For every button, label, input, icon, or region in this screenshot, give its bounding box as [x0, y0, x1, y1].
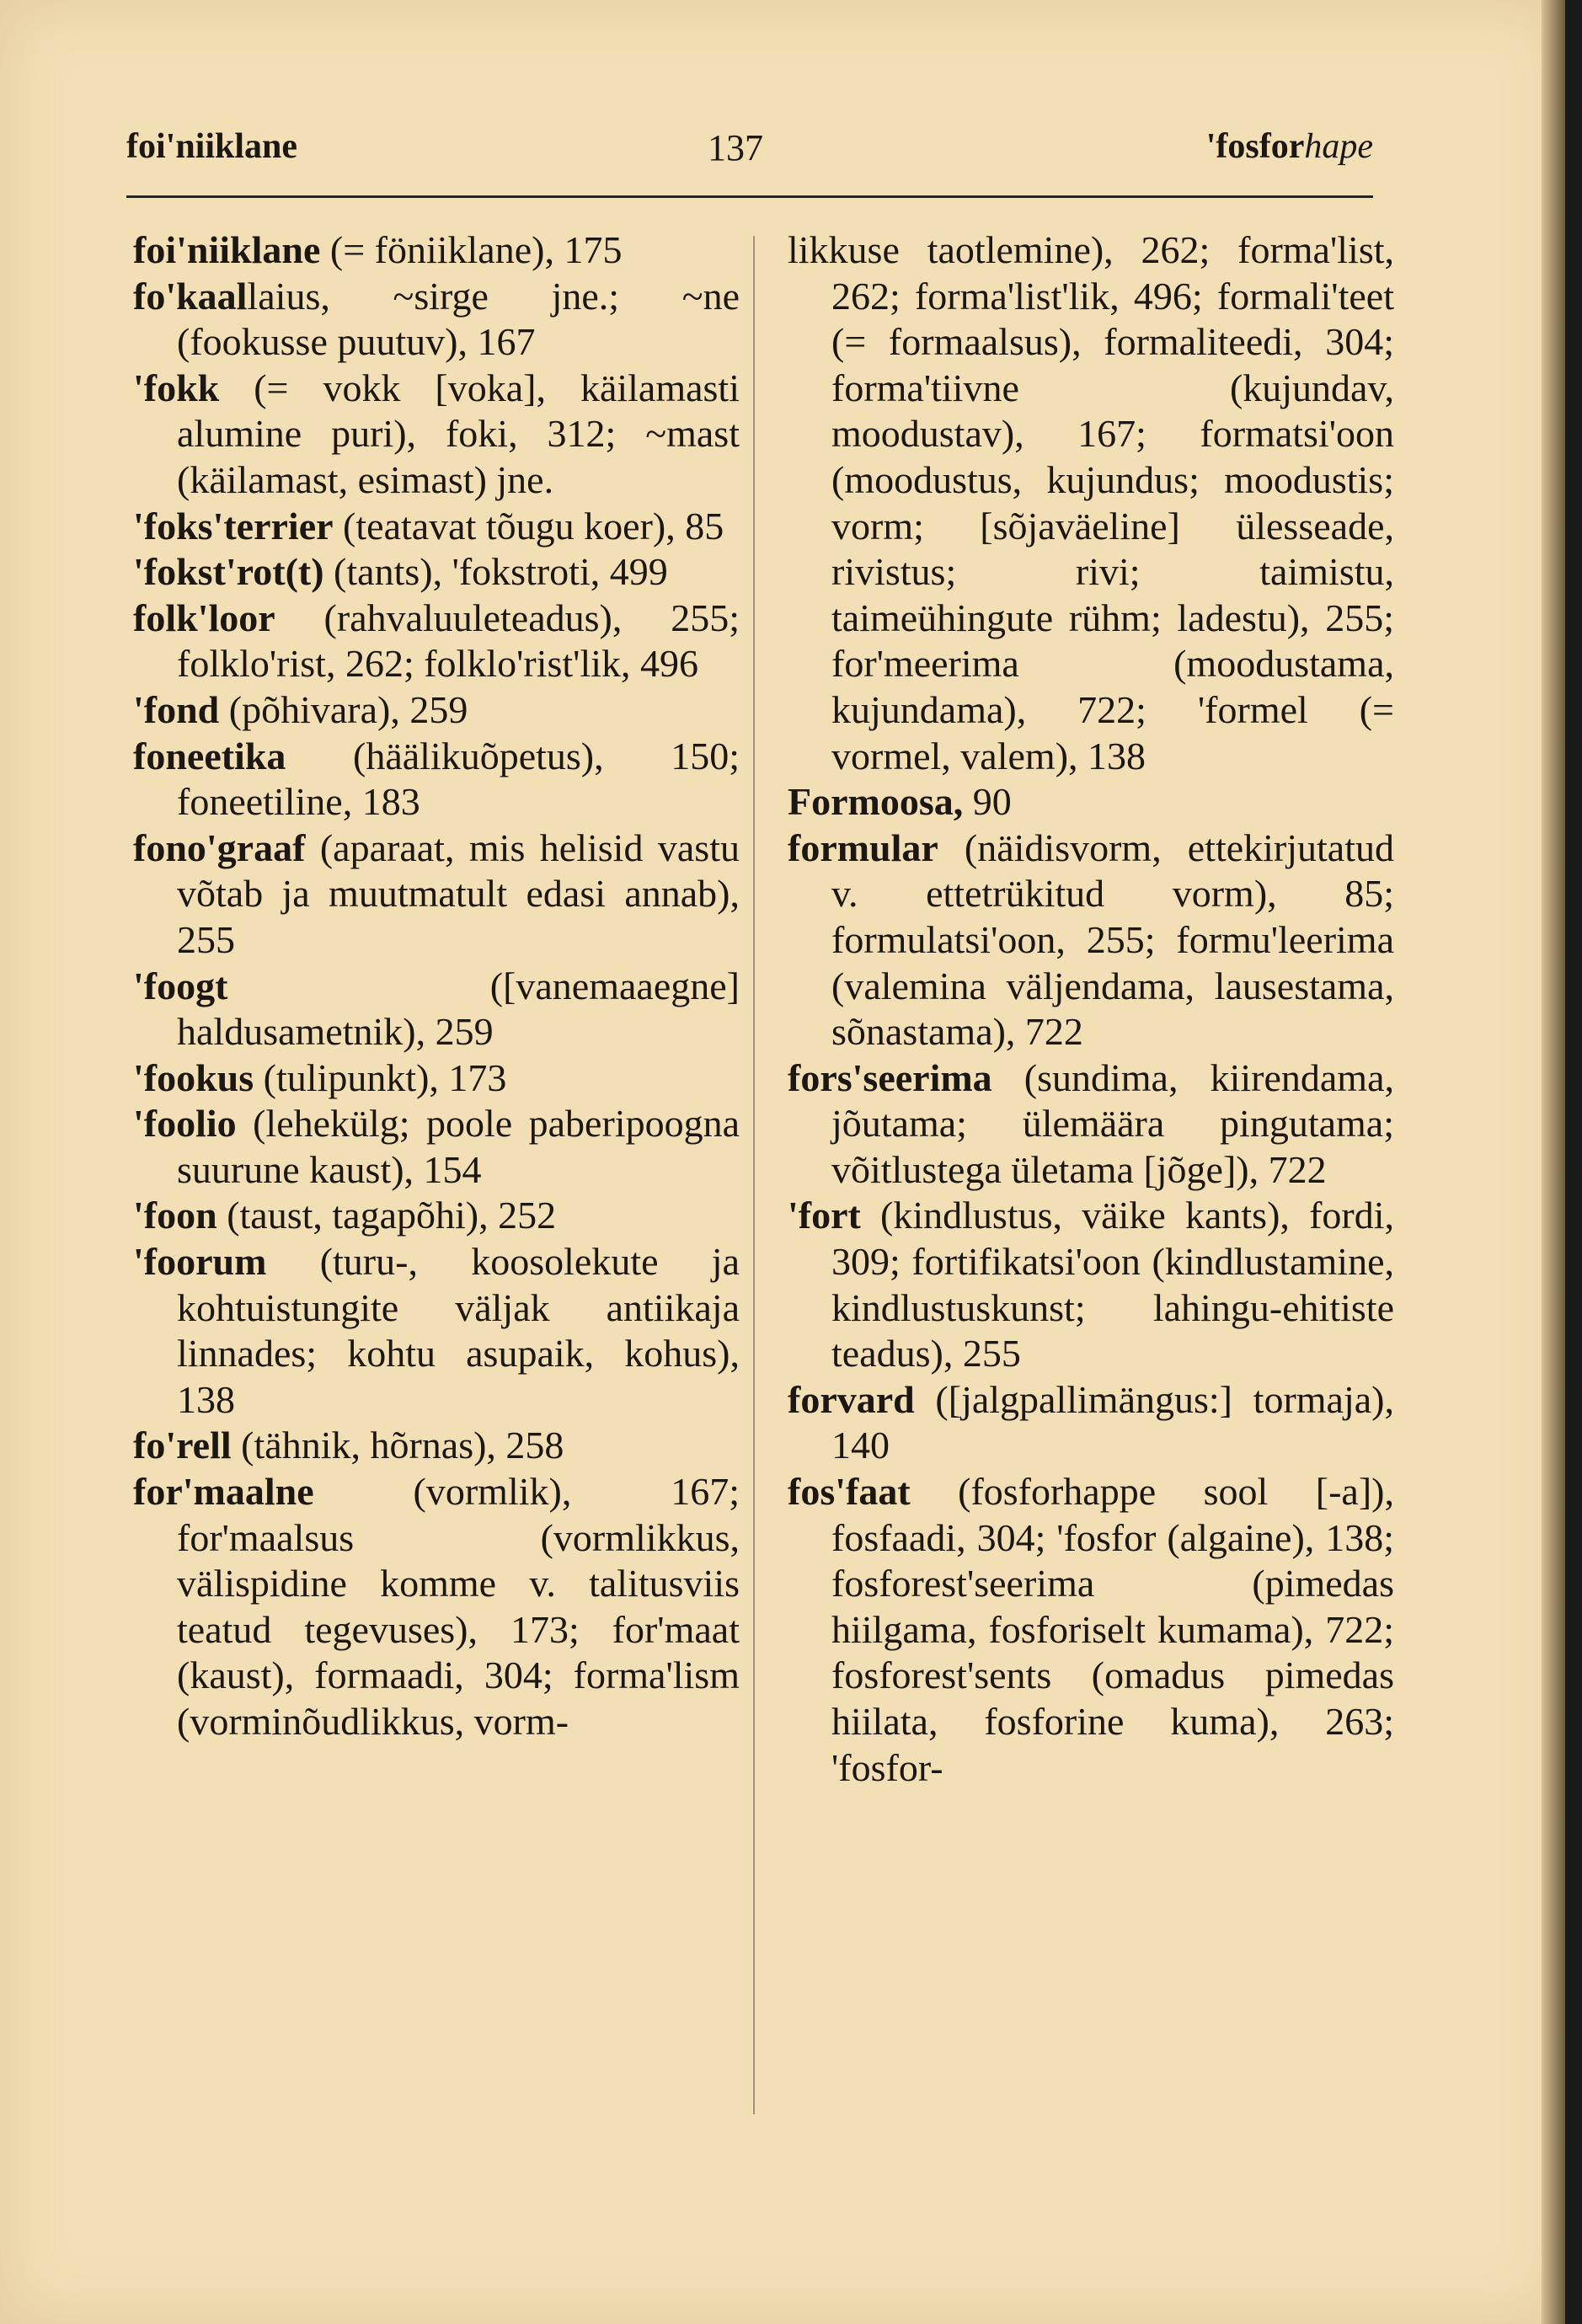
entry: 'foon (taust, tagapõhi), 252 — [133, 1194, 557, 1237]
left-column — [133, 227, 740, 1745]
entry: foneetika (häälikuõpetus), 150; foneetiline, 183 — [133, 734, 740, 824]
entry: 'foorum (turu-, koosolekute ja kohtuistungite väljak antiikaja linnades; kohtu asupaik, kohus), 138 — [133, 1240, 740, 1421]
entry: 'fokst'rot(t) (tants), 'fokstroti, 499 — [133, 550, 668, 594]
page-header — [126, 126, 1373, 185]
entry: forvard ([jalgpallimängus:] tormaja), 140 — [788, 1377, 1394, 1467]
page-edge-shadow — [1542, 0, 1565, 2324]
entry: fo'rell (tähnik, hõrnas), 258 — [133, 1424, 564, 1467]
entry: 'fokk (= vokk [voka], käilamasti alumine puri), foki, 312; ~mast (käilamast, esimast) jne. — [133, 366, 740, 501]
entry: fo'kaallaius, ~sirge jne.; ~ne (fookusse puutuv), 167 — [133, 274, 740, 364]
entry: 'fond (põhivara), 259 — [133, 687, 468, 731]
entry: likkuse taotlemine), 262; forma'list, 262; forma'list'lik, 496; formali'teet (= formaalsus), formaliteedi, 304; forma'tiivne (kujundav, moodustav), 167; formatsi'oon (moodustus, kujundus; moodustis; vorm; [sõjaväeline] ülesseade, rivistus; rivi; taimistu, taimeühingute rühm; ladestu), 255; for'meerima (moodustama, kujundama), 722; 'formel (= vormel, valem), 138 — [788, 228, 1394, 777]
column-divider — [753, 236, 755, 2114]
entry: 'foolio (lehekülg; poole paberipoogna suurune kaust), 154 — [133, 1102, 740, 1191]
entry: for'maalne (vormlik), 167; for'maalsus (vormlikkus, välispidine komme v. talitusviis teatud tegevuses), 173; for'maat (kaust), formaadi, 304; forma'lism (vorminõudlikkus, vorm- — [133, 1470, 740, 1743]
entry: 'fort (kindlustus, väike kants), fordi, 309; fortifikatsi'oon (kindlustamine, kindlustuskunst; lahingu-ehitiste teadus), 255 — [788, 1194, 1394, 1376]
entry: 'fookus (tulipunkt), 173 — [133, 1055, 507, 1099]
entry: foi'niiklane (= föniiklane), 175 — [133, 228, 623, 271]
entry: folk'loor (rahvaluuleteadus), 255; folklo'rist, 262; folklo'rist'lik, 496 — [133, 596, 740, 686]
header-rule — [126, 195, 1373, 198]
entry: fors'seerima (sundima, kiirendama, jõutama; ülemäära pingutama; võitlustega ületama [jõge]), 722 — [788, 1055, 1394, 1191]
entry: fos'faat (fosforhappe sool [-a]), fosfaadi, 304; 'fosfor (algaine), 138; fosforest'seerima (pimedas hiilgama, fosforiselt kumama), 722; fosforest'sents (omadus pimedas hiilata, fosforine kuma), 263; 'fosfor- — [788, 1470, 1394, 1789]
entry: formular (näidisvorm, ettekirjutatud v. ettetrükitud vorm), 85; formulatsi'oon, 255; formu'leerima (valemina väljendama, lausestama, sõnastama), 722 — [788, 825, 1394, 1054]
header-last-word: 'fosforhape — [1205, 127, 1373, 166]
entry: 'foogt ([vanemaaegne] haldusametnik), 259 — [133, 964, 740, 1054]
entry: 'foks'terrier (teatavat tõugu koer), 85 — [133, 504, 724, 548]
entry: fono'graaf (aparaat, mis helisid vastu võtab ja muutmatult edasi annab), 255 — [133, 825, 740, 961]
header-first-word: foi'niiklane — [126, 127, 298, 166]
page-number: 137 — [708, 127, 763, 168]
right-column — [788, 227, 1394, 1791]
entry: Formoosa, 90 — [788, 780, 1012, 824]
